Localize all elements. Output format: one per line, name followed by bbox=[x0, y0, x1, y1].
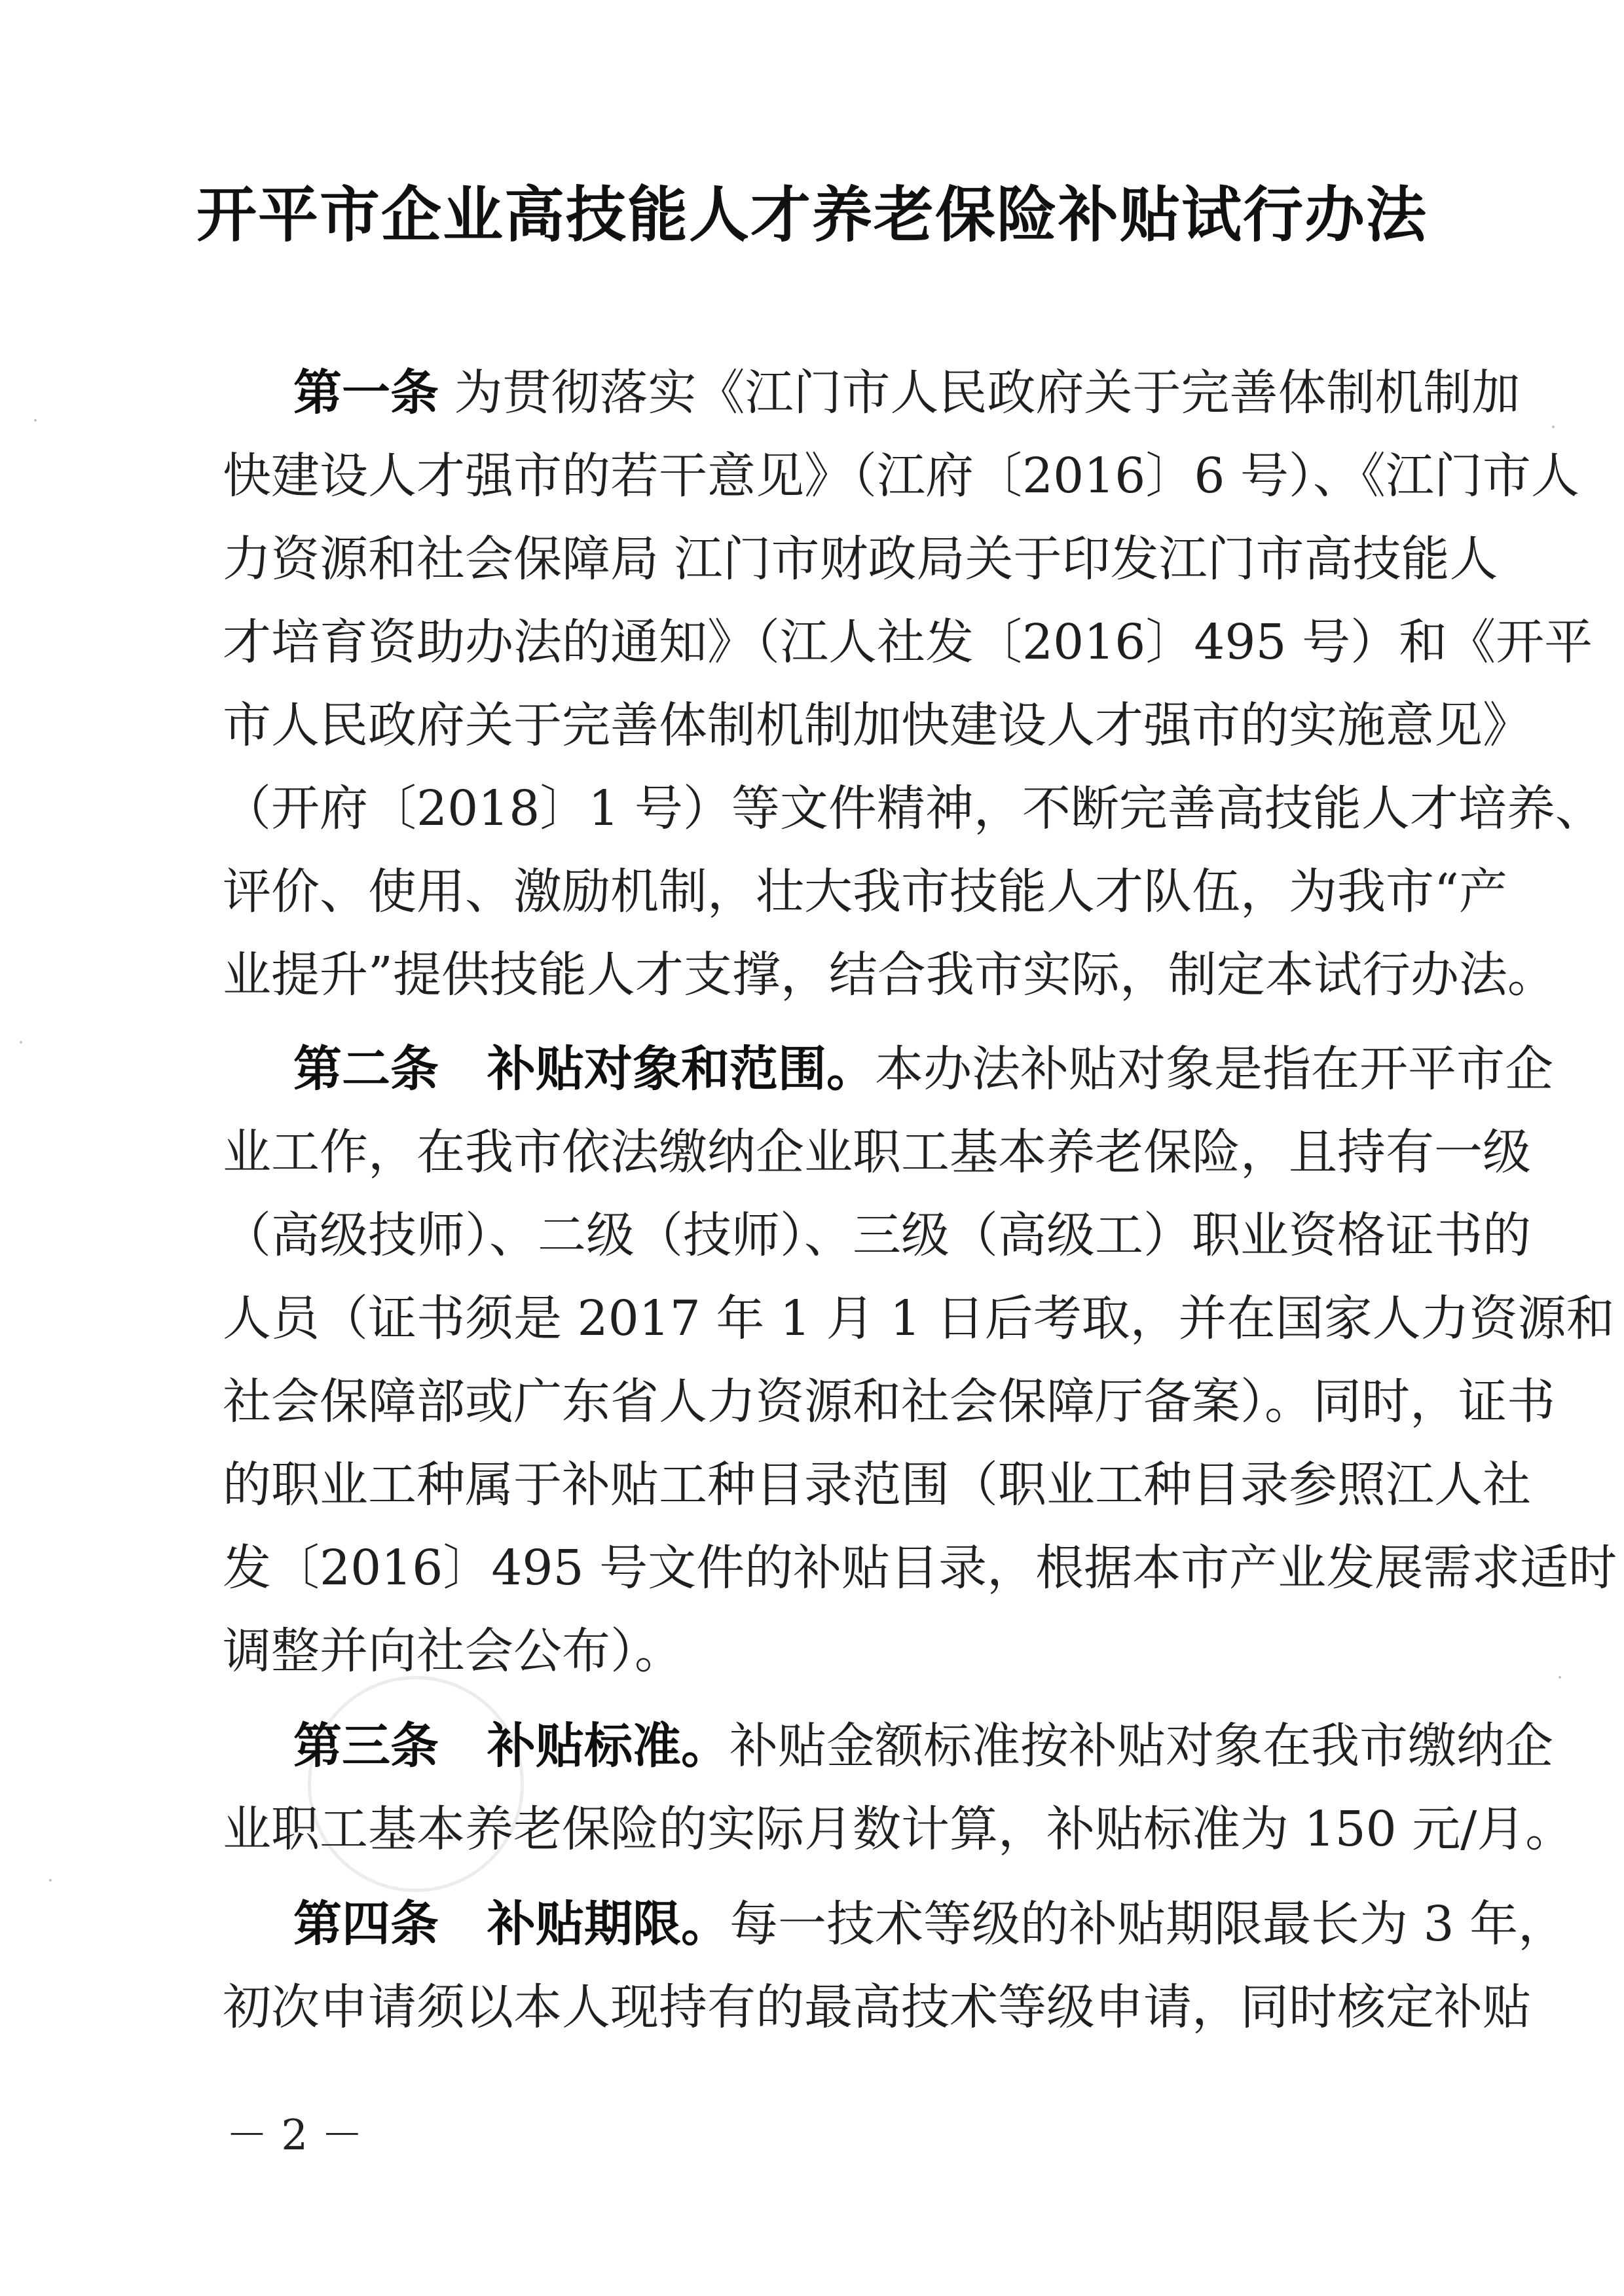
article-2-line-4: 人员（证书须是 2017 年 1 月 1 日后考取，并在国家人力资源和 bbox=[223, 1290, 1615, 1347]
article-4-line-1: 第四条 补贴期限。每一技术等级的补贴期限最长为 3 年， bbox=[293, 1896, 1567, 1952]
article-4-heading: 第四条 补贴期限。 bbox=[293, 1896, 729, 1952]
article-1-line-5: 市人民政府关于完善体制机制加快建设人才强市的实施意见》 bbox=[223, 697, 1531, 754]
scan-speck bbox=[1559, 1676, 1561, 1679]
article-1-line-1: 第一条 为贯彻落实《江门市人民政府关于完善体制机制加 bbox=[293, 365, 1521, 421]
article-2-heading: 第二条 补贴对象和范围。 bbox=[293, 1041, 875, 1097]
article-1-line-3: 力资源和社会保障局 江门市财政局关于印发江门市高技能人 bbox=[223, 531, 1498, 587]
article-4-line-2: 初次申请须以本人现持有的最高技术等级申请，同时核定补贴 bbox=[223, 1979, 1531, 2035]
article-2-line-6: 的职业工种属于补贴工种目录范围（职业工种目录参照江人社 bbox=[223, 1457, 1531, 1513]
article-1-heading: 第一条 bbox=[293, 365, 439, 421]
article-3-line-1: 第三条 补贴标准。补贴金额标准按补贴对象在我市缴纳企 bbox=[293, 1718, 1553, 1774]
article-3-line-2: 业职工基本养老保险的实际月数计算，补贴标准为 150 元/月。 bbox=[223, 1801, 1574, 1857]
article-1-line-2: 快建设人才强市的若干意见》（江府〔2016〕6 号）、《江门市人 bbox=[223, 448, 1579, 504]
scan-speck bbox=[20, 1041, 22, 1044]
article-2-line-5: 社会保障部或广东省人力资源和社会保障厅备案）。同时，证书 bbox=[223, 1374, 1555, 1430]
page-number: － 2 － bbox=[226, 2111, 363, 2160]
document-title: 开平市企业高技能人才养老保险补贴试行办法 bbox=[196, 179, 1428, 250]
article-1-line-4: 才培育资助办法的通知》（江人社发〔2016〕495 号）和《开平 bbox=[223, 614, 1593, 670]
article-3-heading: 第三条 补贴标准。 bbox=[293, 1718, 729, 1774]
article-1-line-8: 业提升”提供技能人才支撑，结合我市实际，制定本试行办法。 bbox=[223, 947, 1556, 1003]
article-1-line-6: （开府〔2018〕1 号）等文件精神，不断完善高技能人才培养、 bbox=[223, 780, 1604, 837]
article-2-line-7: 发〔2016〕495 号文件的补贴目录，根据本市产业发展需求适时 bbox=[223, 1540, 1617, 1596]
article-2-line-3: （高级技师）、二级（技师）、三级（高级工）职业资格证书的 bbox=[223, 1207, 1531, 1264]
scan-speck bbox=[1552, 426, 1555, 428]
scan-speck bbox=[49, 1879, 52, 1882]
article-1-line-7: 评价、使用、激励机制，壮大我市技能人才队伍，为我市“产 bbox=[223, 864, 1507, 920]
article-2-line-2: 业工作，在我市依法缴纳企业职工基本养老保险，且持有一级 bbox=[223, 1124, 1531, 1180]
scan-speck bbox=[34, 419, 37, 422]
article-2-line-8: 调整并向社会公布）。 bbox=[223, 1623, 683, 1679]
article-2-line-1: 第二条 补贴对象和范围。本办法补贴对象是指在开平市企 bbox=[293, 1041, 1553, 1097]
